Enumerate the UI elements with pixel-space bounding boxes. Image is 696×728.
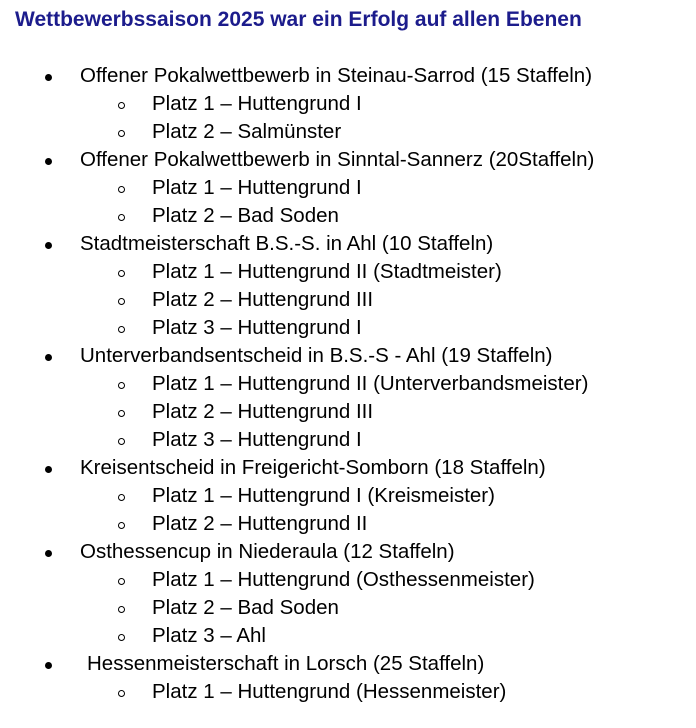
placement: Platz 1 – Huttengrund (Osthessenmeister)	[152, 568, 535, 591]
circle-bullet-icon	[118, 606, 125, 613]
placement: Platz 2 – Bad Soden	[152, 204, 339, 227]
event-title: Hessenmeisterschaft in Lorsch (25 Staffeln)	[87, 652, 485, 675]
placement: Platz 2 – Salmünster	[152, 120, 342, 143]
bullet-icon	[45, 158, 52, 165]
circle-bullet-icon	[118, 522, 125, 529]
circle-bullet-icon	[118, 102, 125, 109]
list-item	[0, 230, 696, 342]
placement: Platz 1 – Huttengrund I	[152, 176, 362, 199]
event-title: Unterverbandsentscheid in B.S.-S - Ahl (19 Staffeln)	[80, 344, 553, 367]
circle-bullet-icon	[118, 578, 125, 585]
bullet-icon	[45, 466, 52, 473]
circle-bullet-icon	[118, 214, 125, 221]
placement: Platz 1 – Huttengrund II (Stadtmeister)	[152, 260, 502, 283]
placement: Platz 2 – Huttengrund II	[152, 512, 368, 535]
bullet-icon	[45, 74, 52, 81]
placement: Platz 3 – Ahl	[152, 624, 266, 647]
circle-bullet-icon	[118, 130, 125, 137]
bullet-icon	[45, 550, 52, 557]
placement: Platz 3 – Huttengrund I	[152, 428, 362, 451]
event-title: Osthessencup in Niederaula (12 Staffeln)	[80, 540, 455, 563]
placement: Platz 1 – Huttengrund II (Unterverbandsmeister)	[152, 372, 589, 395]
placement: Platz 2 – Huttengrund III	[152, 288, 374, 311]
list-item	[0, 342, 696, 454]
list-item	[0, 62, 696, 146]
circle-bullet-icon	[118, 298, 125, 305]
placement: Platz 2 – Huttengrund III	[152, 400, 374, 423]
event-title: Offener Pokalwettbewerb in Steinau-Sarrod (15 Staffeln)	[80, 64, 593, 87]
list-item	[0, 454, 696, 538]
placement: Platz 3 – Huttengrund I	[152, 316, 362, 339]
event-title: Kreisentscheid in Freigericht-Somborn (18 Staffeln)	[80, 456, 546, 479]
placement: Platz 1 – Huttengrund (Hessenmeister)	[152, 680, 507, 703]
circle-bullet-icon	[118, 410, 125, 417]
bullet-icon	[45, 354, 52, 361]
placement: Platz 2 – Bad Soden	[152, 596, 339, 619]
page-title: Wettbewerbssaison 2025 war ein Erfolg auf allen Ebenen	[15, 8, 582, 31]
circle-bullet-icon	[118, 494, 125, 501]
placement: Platz 1 – Huttengrund I (Kreismeister)	[152, 484, 495, 507]
circle-bullet-icon	[118, 438, 125, 445]
circle-bullet-icon	[118, 690, 125, 697]
event-title: Offener Pokalwettbewerb in Sinntal-Sannerz (20Staffeln)	[80, 148, 595, 171]
circle-bullet-icon	[118, 382, 125, 389]
list-item	[0, 538, 696, 650]
placement: Platz 1 – Huttengrund I	[152, 92, 362, 115]
circle-bullet-icon	[118, 326, 125, 333]
list-item	[0, 146, 696, 230]
bullet-icon	[45, 662, 52, 669]
circle-bullet-icon	[118, 634, 125, 641]
circle-bullet-icon	[118, 270, 125, 277]
competition-list	[0, 62, 696, 706]
event-title: Stadtmeisterschaft B.S.-S. in Ahl (10 Staffeln)	[80, 232, 494, 255]
circle-bullet-icon	[118, 186, 125, 193]
bullet-icon	[45, 242, 52, 249]
list-item	[0, 650, 696, 706]
